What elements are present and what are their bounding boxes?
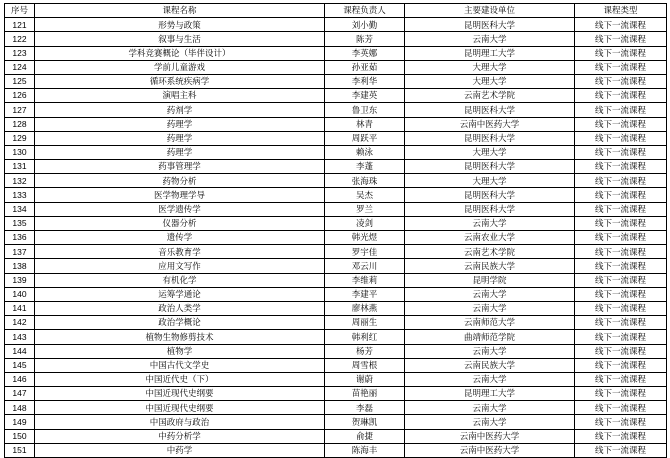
cell-index: 148 xyxy=(5,401,35,415)
table-row xyxy=(5,74,667,88)
cell-course-name: 循环系统疾病学 xyxy=(35,74,325,88)
cell-course-leader: 韩利红 xyxy=(325,330,405,344)
cell-course-name: 药事管理学 xyxy=(35,160,325,174)
cell-course-type: 线下一流课程 xyxy=(575,89,667,103)
cell-course-leader: 韩光煜 xyxy=(325,231,405,245)
cell-course-type: 线下一流课程 xyxy=(575,287,667,301)
cell-course-leader: 陈芳 xyxy=(325,32,405,46)
cell-main-unit: 云南民族大学 xyxy=(405,259,575,273)
cell-index: 136 xyxy=(5,231,35,245)
table-row xyxy=(5,387,667,401)
cell-course-leader: 凌剑 xyxy=(325,216,405,230)
cell-index: 140 xyxy=(5,287,35,301)
cell-course-type: 线下一流课程 xyxy=(575,358,667,372)
table-row xyxy=(5,216,667,230)
cell-course-leader: 陈海丰 xyxy=(325,443,405,457)
cell-course-type: 线下一流课程 xyxy=(575,387,667,401)
cell-index: 145 xyxy=(5,358,35,372)
table-row xyxy=(5,160,667,174)
cell-course-name: 学前儿童游戏 xyxy=(35,60,325,74)
cell-course-name: 中药学 xyxy=(35,443,325,457)
cell-index: 126 xyxy=(5,89,35,103)
table-row xyxy=(5,117,667,131)
cell-course-name: 政治人类学 xyxy=(35,301,325,315)
cell-course-leader: 鲁卫东 xyxy=(325,103,405,117)
cell-main-unit: 昆明理工大学 xyxy=(405,387,575,401)
cell-course-type: 线下一流课程 xyxy=(575,231,667,245)
cell-main-unit: 大理大学 xyxy=(405,174,575,188)
cell-course-leader: 俞捷 xyxy=(325,429,405,443)
cell-course-leader: 赖泳 xyxy=(325,145,405,159)
cell-main-unit: 云南大学 xyxy=(405,415,575,429)
cell-index: 121 xyxy=(5,18,35,32)
column-header-course-type: 课程类型 xyxy=(575,4,667,18)
cell-index: 146 xyxy=(5,372,35,386)
cell-course-type: 线下一流课程 xyxy=(575,117,667,131)
table-row xyxy=(5,60,667,74)
cell-course-leader: 周跃平 xyxy=(325,131,405,145)
cell-course-leader: 李建英 xyxy=(325,89,405,103)
cell-main-unit: 昆明医科大学 xyxy=(405,18,575,32)
table-row xyxy=(5,259,667,273)
cell-course-leader: 杨芳 xyxy=(325,344,405,358)
table-row xyxy=(5,174,667,188)
cell-index: 123 xyxy=(5,46,35,60)
cell-course-type: 线下一流课程 xyxy=(575,46,667,60)
cell-course-type: 线下一流课程 xyxy=(575,344,667,358)
cell-course-leader: 周雪根 xyxy=(325,358,405,372)
cell-main-unit: 云南农业大学 xyxy=(405,231,575,245)
table-row xyxy=(5,287,667,301)
cell-course-name: 药理学 xyxy=(35,117,325,131)
cell-main-unit: 曲靖师范学院 xyxy=(405,330,575,344)
cell-course-name: 音乐教育学 xyxy=(35,245,325,259)
cell-main-unit: 云南中医药大学 xyxy=(405,117,575,131)
cell-course-name: 中国古代文学史 xyxy=(35,358,325,372)
table-row xyxy=(5,401,667,415)
cell-course-name: 中国近现代史纲要 xyxy=(35,401,325,415)
cell-course-name: 药理学 xyxy=(35,131,325,145)
cell-course-type: 线下一流课程 xyxy=(575,429,667,443)
cell-index: 135 xyxy=(5,216,35,230)
cell-main-unit: 大理大学 xyxy=(405,145,575,159)
cell-course-type: 线下一流课程 xyxy=(575,74,667,88)
cell-index: 131 xyxy=(5,160,35,174)
table-header xyxy=(5,4,667,18)
cell-course-type: 线下一流课程 xyxy=(575,18,667,32)
table-row xyxy=(5,245,667,259)
table-row xyxy=(5,358,667,372)
column-header-course-leader: 课程负责人 xyxy=(325,4,405,18)
cell-course-name: 有机化学 xyxy=(35,273,325,287)
cell-course-leader: 谢蔚 xyxy=(325,372,405,386)
cell-course-name: 演唱主科 xyxy=(35,89,325,103)
table-row xyxy=(5,46,667,60)
cell-course-type: 线下一流课程 xyxy=(575,216,667,230)
cell-course-leader: 李蓬 xyxy=(325,160,405,174)
cell-course-type: 线下一流课程 xyxy=(575,372,667,386)
cell-course-leader: 周丽生 xyxy=(325,316,405,330)
cell-index: 122 xyxy=(5,32,35,46)
cell-course-type: 线下一流课程 xyxy=(575,273,667,287)
cell-course-type: 线下一流课程 xyxy=(575,443,667,457)
cell-index: 133 xyxy=(5,188,35,202)
cell-main-unit: 昆明医科大学 xyxy=(405,103,575,117)
cell-course-type: 线下一流课程 xyxy=(575,301,667,315)
cell-course-type: 线下一流课程 xyxy=(575,245,667,259)
cell-course-name: 形势与政策 xyxy=(35,18,325,32)
cell-index: 141 xyxy=(5,301,35,315)
cell-course-name: 植物学 xyxy=(35,344,325,358)
table-body xyxy=(5,18,667,458)
table-row xyxy=(5,316,667,330)
cell-index: 124 xyxy=(5,60,35,74)
cell-main-unit: 云南师范大学 xyxy=(405,316,575,330)
table-row xyxy=(5,330,667,344)
cell-course-type: 线下一流课程 xyxy=(575,174,667,188)
cell-index: 129 xyxy=(5,131,35,145)
table-row xyxy=(5,145,667,159)
cell-course-leader: 李建平 xyxy=(325,287,405,301)
cell-course-name: 仪器分析 xyxy=(35,216,325,230)
cell-index: 138 xyxy=(5,259,35,273)
table-row xyxy=(5,415,667,429)
cell-course-type: 线下一流课程 xyxy=(575,32,667,46)
cell-index: 125 xyxy=(5,74,35,88)
cell-course-leader: 林青 xyxy=(325,117,405,131)
cell-main-unit: 昆明学院 xyxy=(405,273,575,287)
cell-index: 127 xyxy=(5,103,35,117)
cell-course-name: 医学遗传学 xyxy=(35,202,325,216)
cell-main-unit: 昆明理工大学 xyxy=(405,46,575,60)
cell-index: 143 xyxy=(5,330,35,344)
cell-course-name: 药物分析 xyxy=(35,174,325,188)
cell-course-name: 叙事与生活 xyxy=(35,32,325,46)
cell-main-unit: 昆明医科大学 xyxy=(405,160,575,174)
cell-course-name: 中国近现代史纲要 xyxy=(35,387,325,401)
cell-course-leader: 罗宇佳 xyxy=(325,245,405,259)
cell-main-unit: 云南中医药大学 xyxy=(405,429,575,443)
cell-course-leader: 邓云川 xyxy=(325,259,405,273)
column-header-index: 序号 xyxy=(5,4,35,18)
table-row xyxy=(5,273,667,287)
cell-course-name: 药剂学 xyxy=(35,103,325,117)
cell-main-unit: 云南艺术学院 xyxy=(405,89,575,103)
column-header-course-name: 课程名称 xyxy=(35,4,325,18)
cell-main-unit: 云南大学 xyxy=(405,401,575,415)
cell-course-leader: 李利华 xyxy=(325,74,405,88)
cell-main-unit: 云南中医药大学 xyxy=(405,443,575,457)
cell-course-leader: 贺琳凯 xyxy=(325,415,405,429)
cell-course-leader: 张海珠 xyxy=(325,174,405,188)
table-row xyxy=(5,131,667,145)
cell-course-type: 线下一流课程 xyxy=(575,202,667,216)
table-row xyxy=(5,344,667,358)
course-table xyxy=(4,3,667,458)
cell-course-name: 中国近代史（下） xyxy=(35,372,325,386)
table-row xyxy=(5,231,667,245)
table-row xyxy=(5,429,667,443)
cell-course-leader: 李维莉 xyxy=(325,273,405,287)
cell-index: 149 xyxy=(5,415,35,429)
cell-main-unit: 云南大学 xyxy=(405,32,575,46)
cell-course-name: 中国政府与政治 xyxy=(35,415,325,429)
cell-course-leader: 李磊 xyxy=(325,401,405,415)
cell-main-unit: 大理大学 xyxy=(405,74,575,88)
table-row xyxy=(5,301,667,315)
cell-course-type: 线下一流课程 xyxy=(575,145,667,159)
cell-index: 139 xyxy=(5,273,35,287)
cell-course-name: 政治学概论 xyxy=(35,316,325,330)
cell-main-unit: 云南艺术学院 xyxy=(405,245,575,259)
cell-course-type: 线下一流课程 xyxy=(575,60,667,74)
cell-course-name: 遗传学 xyxy=(35,231,325,245)
table-row xyxy=(5,443,667,457)
table-row xyxy=(5,103,667,117)
cell-index: 150 xyxy=(5,429,35,443)
cell-course-type: 线下一流课程 xyxy=(575,330,667,344)
cell-index: 134 xyxy=(5,202,35,216)
cell-course-type: 线下一流课程 xyxy=(575,415,667,429)
cell-main-unit: 云南大学 xyxy=(405,344,575,358)
cell-index: 147 xyxy=(5,387,35,401)
cell-course-type: 线下一流课程 xyxy=(575,188,667,202)
cell-course-leader: 李英娜 xyxy=(325,46,405,60)
cell-course-leader: 苗艳丽 xyxy=(325,387,405,401)
table-row xyxy=(5,89,667,103)
cell-index: 142 xyxy=(5,316,35,330)
cell-course-type: 线下一流课程 xyxy=(575,103,667,117)
cell-course-type: 线下一流课程 xyxy=(575,316,667,330)
cell-index: 128 xyxy=(5,117,35,131)
cell-course-name: 医学物理学导 xyxy=(35,188,325,202)
table-row xyxy=(5,18,667,32)
cell-index: 137 xyxy=(5,245,35,259)
cell-index: 130 xyxy=(5,145,35,159)
cell-main-unit: 云南民族大学 xyxy=(405,358,575,372)
cell-course-leader: 刘小勤 xyxy=(325,18,405,32)
table-row xyxy=(5,188,667,202)
cell-main-unit: 昆明医科大学 xyxy=(405,131,575,145)
cell-course-type: 线下一流课程 xyxy=(575,131,667,145)
cell-course-name: 植物生物修剪技术 xyxy=(35,330,325,344)
table-header-row xyxy=(5,4,667,18)
cell-course-leader: 吴杰 xyxy=(325,188,405,202)
cell-main-unit: 云南大学 xyxy=(405,216,575,230)
cell-course-name: 学科竞赛概论（毕伴设计） xyxy=(35,46,325,60)
column-header-main-unit: 主要建设单位 xyxy=(405,4,575,18)
cell-main-unit: 云南大学 xyxy=(405,287,575,301)
cell-main-unit: 云南大学 xyxy=(405,372,575,386)
cell-main-unit: 昆明医科大学 xyxy=(405,202,575,216)
cell-course-type: 线下一流课程 xyxy=(575,401,667,415)
cell-course-name: 应用文写作 xyxy=(35,259,325,273)
cell-course-name: 药理学 xyxy=(35,145,325,159)
cell-main-unit: 大理大学 xyxy=(405,60,575,74)
cell-course-name: 中药分析学 xyxy=(35,429,325,443)
table-row xyxy=(5,32,667,46)
cell-main-unit: 云南大学 xyxy=(405,301,575,315)
cell-index: 132 xyxy=(5,174,35,188)
cell-main-unit: 昆明医科大学 xyxy=(405,188,575,202)
cell-course-name: 运筹学通论 xyxy=(35,287,325,301)
table-row xyxy=(5,202,667,216)
cell-course-leader: 廖林燕 xyxy=(325,301,405,315)
cell-course-leader: 孙亚茹 xyxy=(325,60,405,74)
cell-index: 144 xyxy=(5,344,35,358)
table-row xyxy=(5,372,667,386)
cell-course-leader: 罗兰 xyxy=(325,202,405,216)
cell-course-type: 线下一流课程 xyxy=(575,160,667,174)
cell-course-type: 线下一流课程 xyxy=(575,259,667,273)
cell-index: 151 xyxy=(5,443,35,457)
